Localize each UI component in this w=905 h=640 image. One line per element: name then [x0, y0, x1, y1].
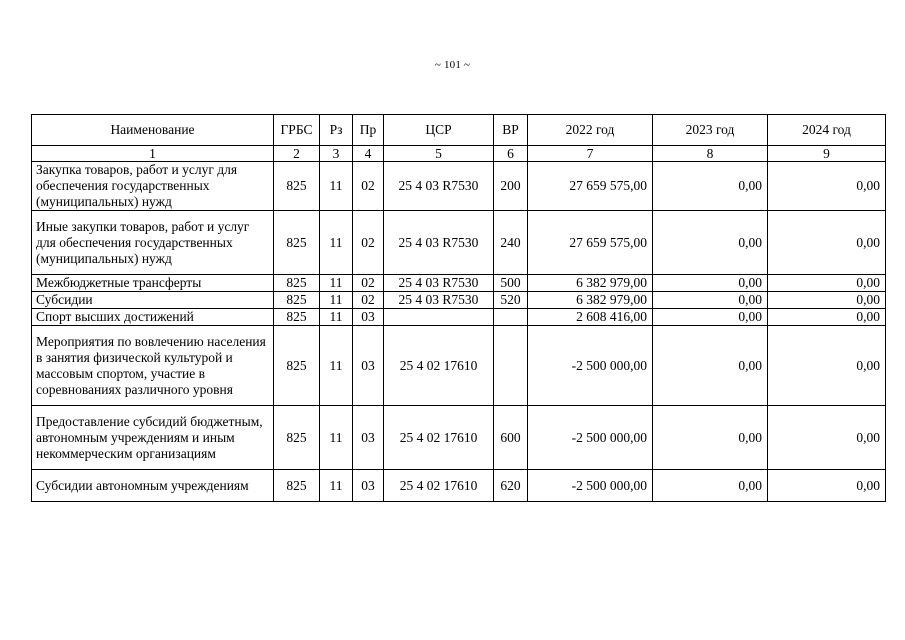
budget-table	[31, 114, 886, 502]
column-number: 3	[320, 146, 353, 162]
row-rz-cell: 11	[320, 211, 353, 275]
row-rz-cell: 11	[320, 470, 353, 502]
row-csr-cell	[384, 309, 494, 326]
table-row	[32, 406, 886, 470]
header-2023: 2023 год	[653, 115, 768, 146]
table-row	[32, 162, 886, 211]
row-name-cell: Закупка товаров, работ и услуг для обеспечения государственных (муниципальных) нужд	[32, 162, 274, 211]
row-2024-cell: 0,00	[768, 275, 886, 292]
row-rz-cell: 11	[320, 275, 353, 292]
row-2023-cell: 0,00	[653, 211, 768, 275]
row-csr-cell: 25 4 03 R7530	[384, 292, 494, 309]
column-number: 9	[768, 146, 886, 162]
row-2023-cell: 0,00	[653, 406, 768, 470]
row-rz-cell: 11	[320, 326, 353, 406]
row-2022-cell: -2 500 000,00	[528, 406, 653, 470]
column-number: 5	[384, 146, 494, 162]
row-pr-cell: 03	[353, 470, 384, 502]
row-2023-cell: 0,00	[653, 326, 768, 406]
row-csr-cell: 25 4 02 17610	[384, 470, 494, 502]
row-2024-cell: 0,00	[768, 406, 886, 470]
row-2024-cell: 0,00	[768, 292, 886, 309]
row-2023-cell: 0,00	[653, 275, 768, 292]
header-vr: ВР	[494, 115, 528, 146]
row-name-cell: Межбюджетные трансферты	[32, 275, 274, 292]
row-csr-cell: 25 4 02 17610	[384, 406, 494, 470]
table-row	[32, 309, 886, 326]
header-pr: Пр	[353, 115, 384, 146]
row-2022-cell: 6 382 979,00	[528, 292, 653, 309]
row-2024-cell: 0,00	[768, 162, 886, 211]
row-name-cell: Мероприятия по вовлечению населения в занятия физической культурой и массовым спортом, участие в соревнованиях различного уровня	[32, 326, 274, 406]
row-2022-cell: -2 500 000,00	[528, 470, 653, 502]
row-vr-cell: 620	[494, 470, 528, 502]
row-csr-cell: 25 4 02 17610	[384, 326, 494, 406]
row-vr-cell: 240	[494, 211, 528, 275]
row-grbs-cell: 825	[274, 326, 320, 406]
row-rz-cell: 11	[320, 406, 353, 470]
row-pr-cell: 02	[353, 162, 384, 211]
table-row	[32, 211, 886, 275]
row-csr-cell: 25 4 03 R7530	[384, 162, 494, 211]
row-grbs-cell: 825	[274, 292, 320, 309]
row-grbs-cell: 825	[274, 211, 320, 275]
table-row	[32, 275, 886, 292]
header-csr: ЦСР	[384, 115, 494, 146]
row-pr-cell: 03	[353, 326, 384, 406]
row-rz-cell: 11	[320, 309, 353, 326]
row-name-cell: Предоставление субсидий бюджетным, автономным учреждениям и иным некоммерческим организациям	[32, 406, 274, 470]
table-row	[32, 470, 886, 502]
row-grbs-cell: 825	[274, 470, 320, 502]
column-number: 8	[653, 146, 768, 162]
row-csr-cell: 25 4 03 R7530	[384, 211, 494, 275]
row-vr-cell	[494, 326, 528, 406]
row-pr-cell: 02	[353, 292, 384, 309]
row-vr-cell: 600	[494, 406, 528, 470]
row-2022-cell: 6 382 979,00	[528, 275, 653, 292]
column-number: 7	[528, 146, 653, 162]
row-2022-cell: 27 659 575,00	[528, 211, 653, 275]
column-number: 1	[32, 146, 274, 162]
row-csr-cell: 25 4 03 R7530	[384, 275, 494, 292]
row-pr-cell: 02	[353, 275, 384, 292]
row-2024-cell: 0,00	[768, 309, 886, 326]
row-rz-cell: 11	[320, 292, 353, 309]
table-row	[32, 292, 886, 309]
header-name: Наименование	[32, 115, 274, 146]
row-grbs-cell: 825	[274, 406, 320, 470]
row-name-cell: Субсидии автономным учреждениям	[32, 470, 274, 502]
row-2022-cell: -2 500 000,00	[528, 326, 653, 406]
row-grbs-cell: 825	[274, 275, 320, 292]
row-name-cell: Субсидии	[32, 292, 274, 309]
row-2024-cell: 0,00	[768, 470, 886, 502]
table-body	[32, 162, 886, 502]
row-pr-cell: 03	[353, 406, 384, 470]
page-number: ~ 101 ~	[434, 59, 471, 71]
row-vr-cell: 500	[494, 275, 528, 292]
row-2023-cell: 0,00	[653, 470, 768, 502]
row-2022-cell: 2 608 416,00	[528, 309, 653, 326]
column-number: 6	[494, 146, 528, 162]
column-number: 4	[353, 146, 384, 162]
header-2024: 2024 год	[768, 115, 886, 146]
row-2023-cell: 0,00	[653, 309, 768, 326]
row-pr-cell: 02	[353, 211, 384, 275]
row-2022-cell: 27 659 575,00	[528, 162, 653, 211]
row-2024-cell: 0,00	[768, 211, 886, 275]
column-number: 2	[274, 146, 320, 162]
table-row	[32, 326, 886, 406]
header-row	[32, 115, 886, 146]
row-2024-cell: 0,00	[768, 326, 886, 406]
row-vr-cell: 200	[494, 162, 528, 211]
row-grbs-cell: 825	[274, 162, 320, 211]
row-name-cell: Иные закупки товаров, работ и услуг для обеспечения государственных (муниципальных) нужд	[32, 211, 274, 275]
header-rz: Рз	[320, 115, 353, 146]
row-grbs-cell: 825	[274, 309, 320, 326]
row-rz-cell: 11	[320, 162, 353, 211]
row-name-cell: Спорт высших достижений	[32, 309, 274, 326]
row-2023-cell: 0,00	[653, 292, 768, 309]
header-2022: 2022 год	[528, 115, 653, 146]
row-vr-cell: 520	[494, 292, 528, 309]
row-pr-cell: 03	[353, 309, 384, 326]
row-2023-cell: 0,00	[653, 162, 768, 211]
row-vr-cell	[494, 309, 528, 326]
column-number-row	[32, 146, 886, 162]
header-grbs: ГРБС	[274, 115, 320, 146]
